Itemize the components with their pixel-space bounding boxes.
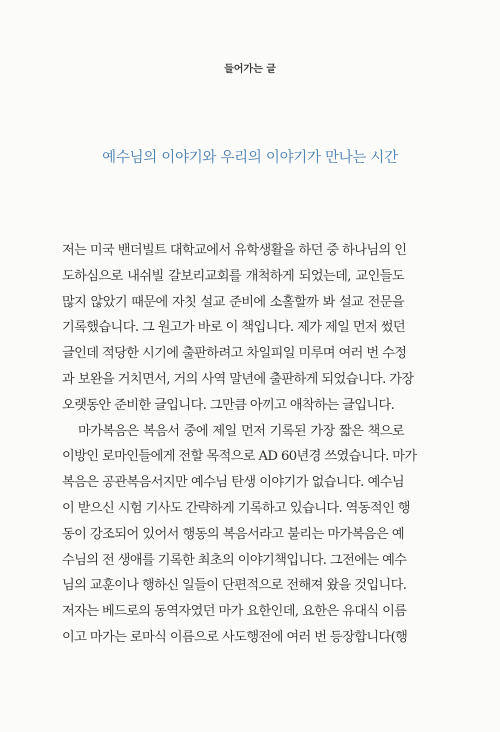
text-line: 저자는 베드로의 동역자였던 마가 요한인데, 요한은 유대식 이름 [62,604,407,620]
text-line: 기록했습니다. 그 원고가 바로 이 책입니다. 제가 제일 먼저 썼던 [62,320,405,336]
section-label: 들어가는 글 [224,64,276,75]
text-line: 복음은 공관복음서지만 예수님 탄생 이야기가 없습니다. 예수님 [62,475,404,491]
text-line: 이고 마가는 로마식 이름으로 사도행전에 여러 번 등장합니다(행 [62,629,408,645]
text-line: 많지 않았기 때문에 자칫 설교 준비에 소홀할까 봐 설교 전문을 [62,294,404,310]
text-line: 님의 교훈이나 행하신 일들이 단편적으로 전해져 왔을 것입니다. [62,578,407,594]
text-line: 오랫동안 준비한 글입니다. 그만큼 아끼고 애착하는 글입니다. [62,397,395,413]
text-line: 마가복음은 복음서 중에 제일 먼저 기록된 가장 짧은 책으로 [78,423,404,439]
text-line: 도하심으로 내쉬빌 갈보리교회를 개척하게 되었는데, 교인들도 [62,268,404,284]
text-line: 저는 미국 밴더빌트 대학교에서 유학생활을 하던 중 하나님의 인 [62,243,407,258]
body-text [62,238,417,651]
text-line: 수님의 전 생애를 기록한 최초의 이야기책입니다. 그전에는 예수 [62,552,407,568]
chapter-title: 예수님의 이야기와 우리의 이야기가 만나는 시간 [102,150,398,166]
text-line: 글인데 적당한 시기에 출판하려고 차일피일 미루며 여러 번 수정 [62,346,407,362]
text-line: 과 보완을 거치면서, 거의 사역 말년에 출판하게 되었습니다. 가장 [62,371,414,387]
text-line: 이방인 로마인들에게 전할 목적으로 AD 60년경 쓰였습니다. 마가 [62,449,417,465]
text-line: 이 받으신 시험 기사도 간략하게 기록하고 있습니다. 역동적인 행 [62,500,410,516]
text-line: 동이 강조되어 있어서 행동의 복음서라고 불리는 마가복음은 예 [62,526,404,542]
